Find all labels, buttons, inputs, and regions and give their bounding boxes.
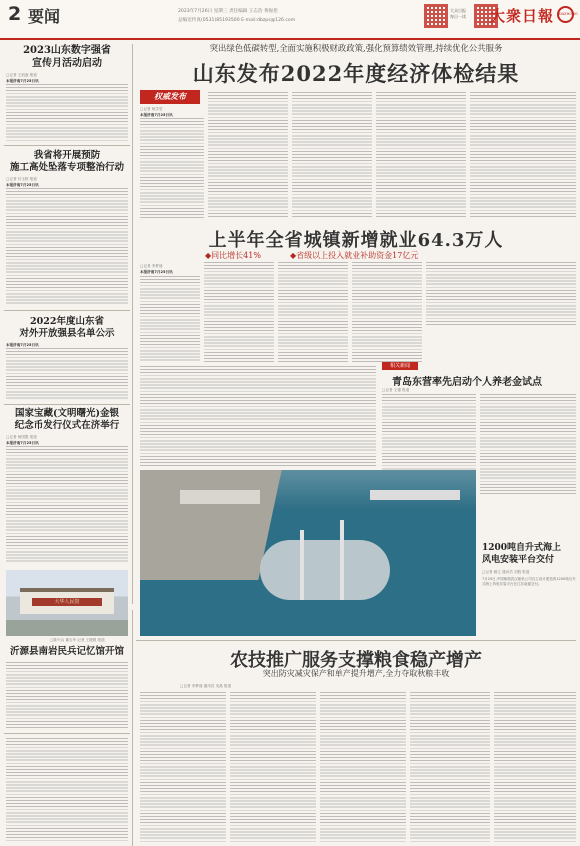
qr-label: 大众日报 每日一读 <box>450 8 466 19</box>
article-title: 我省将开展预防 施工高处坠落专项整治行动 <box>9 150 124 173</box>
ship <box>180 490 260 504</box>
article-body <box>6 348 128 400</box>
article-body <box>204 262 274 362</box>
article-body <box>352 262 422 362</box>
museum-sign: 大华人民馆 <box>32 598 102 606</box>
article-body <box>140 276 200 362</box>
column-divider <box>132 44 133 604</box>
stat-funding: ◆省级以上投入就业补助资金17亿元 <box>290 251 419 260</box>
contact-info: 总编室传真(0531)85193500 E-mail:dbzps@126.com <box>178 18 296 23</box>
photo-credit: □陈兴兵 董玉华 记者 王媛媛 报道 <box>50 638 105 642</box>
offshore-platform-photo <box>140 470 476 636</box>
article-body <box>6 662 128 730</box>
article-byline: □记者 王凯旋 报道 <box>6 73 37 77</box>
article-body <box>6 84 128 142</box>
article-body <box>470 92 576 218</box>
divider <box>136 640 576 641</box>
article-body <box>480 394 576 494</box>
article-body <box>6 446 128 564</box>
article-body <box>140 366 376 468</box>
article-lead: 本报济南7月25日讯 <box>140 270 173 274</box>
article-body <box>494 692 576 842</box>
article-lead: 本报济南7月25日讯 <box>6 441 39 445</box>
article-body <box>292 92 372 218</box>
article-body <box>426 262 576 326</box>
article-byline: □记者 付玉婷 报道 <box>6 177 37 181</box>
article-title: 沂源县南岩民兵记忆馆开馆 <box>9 646 124 657</box>
newspaper-logo: 大衆日報 <box>489 7 554 25</box>
seal-icon: DAZHONG <box>557 6 574 23</box>
article-byline: □记者 杨国胜 报道 <box>6 435 37 439</box>
related-title: 青岛东营率先启动个人养老金试点 <box>392 377 542 388</box>
agri-subtitle: 突出防灾减灾保产和单产提升增产,全力夺取秋粮丰收 <box>262 669 450 678</box>
article-byline: □记者 李梦迪 通讯员 吴晶 报道 <box>180 684 232 688</box>
article-lead: 本报济南7月25日讯 <box>6 183 39 187</box>
article-byline: □记者 王德 报道 <box>382 388 410 392</box>
article-title: 2022年度山东省 对外开放强县名单公示 <box>19 316 115 339</box>
divider <box>4 733 130 734</box>
article-byline: □记者 杨学莹 <box>140 107 163 111</box>
crane <box>340 520 344 600</box>
divider <box>4 404 130 405</box>
stat-growth: ◆同比增长41% <box>205 251 261 260</box>
article-body <box>140 118 204 218</box>
page-number: 2 <box>8 3 22 25</box>
article-lead: 本报济南7月25日讯 <box>6 343 39 347</box>
article-lead: 本报济南7月25日讯 <box>140 113 173 117</box>
photo-caption-text: 7月25日,中国船舶武汉船机公司自主设计建造的1200吨自升式海上风电安装平台在江苏南通交付。 <box>482 577 576 586</box>
article-byline: □记者 李梦迪 <box>140 264 163 268</box>
article-lead: 本报济南7月25日讯 <box>6 79 39 83</box>
edition-info: 2023年7月26日 星期三 责任编辑 王志浩 黄振伦 <box>178 9 278 14</box>
article-body <box>376 92 466 218</box>
article-title: 2023山东数字强省 宣传月活动启动 <box>23 45 111 69</box>
divider <box>4 145 130 146</box>
divider <box>4 310 130 311</box>
related-news-tag: 相关新闻 <box>382 362 418 370</box>
article-body <box>278 262 348 362</box>
article-body <box>6 188 128 306</box>
article-body <box>140 692 226 842</box>
platform-deck <box>260 540 390 600</box>
column-divider <box>132 610 133 846</box>
authority-tag: 权威发布 <box>140 90 200 104</box>
museum-photo <box>6 570 128 636</box>
article-body <box>208 92 288 218</box>
article-body <box>410 692 490 842</box>
main-headline: 山东发布2022年度经济体检结果 <box>192 61 520 86</box>
article-body <box>230 692 316 842</box>
ship <box>370 490 460 500</box>
section-title: 要闻 <box>28 7 61 26</box>
agri-headline: 农技推广服务支撑粮食稳产增产 <box>230 650 482 671</box>
ground <box>6 620 128 636</box>
article-body <box>6 738 128 842</box>
crane <box>300 530 304 600</box>
employment-headline: 上半年全省城镇新增就业64.3万人 <box>208 230 504 251</box>
photo-credit: □记者 顾立 通讯员 刘胜 报道 <box>482 570 530 574</box>
headline-subtitle: 突出绿色低碳转型,全面实施积极财政政策,强化预算绩效管理,持续优化公共服务 <box>209 43 503 53</box>
qr-code-icon[interactable] <box>424 4 448 28</box>
article-title: 国家宝藏(文明曙光)金银 纪念币发行仪式在济举行 <box>14 408 120 431</box>
photo-caption-title: 1200吨自升式海上 风电安装平台交付 <box>482 543 562 565</box>
article-body <box>320 692 406 842</box>
